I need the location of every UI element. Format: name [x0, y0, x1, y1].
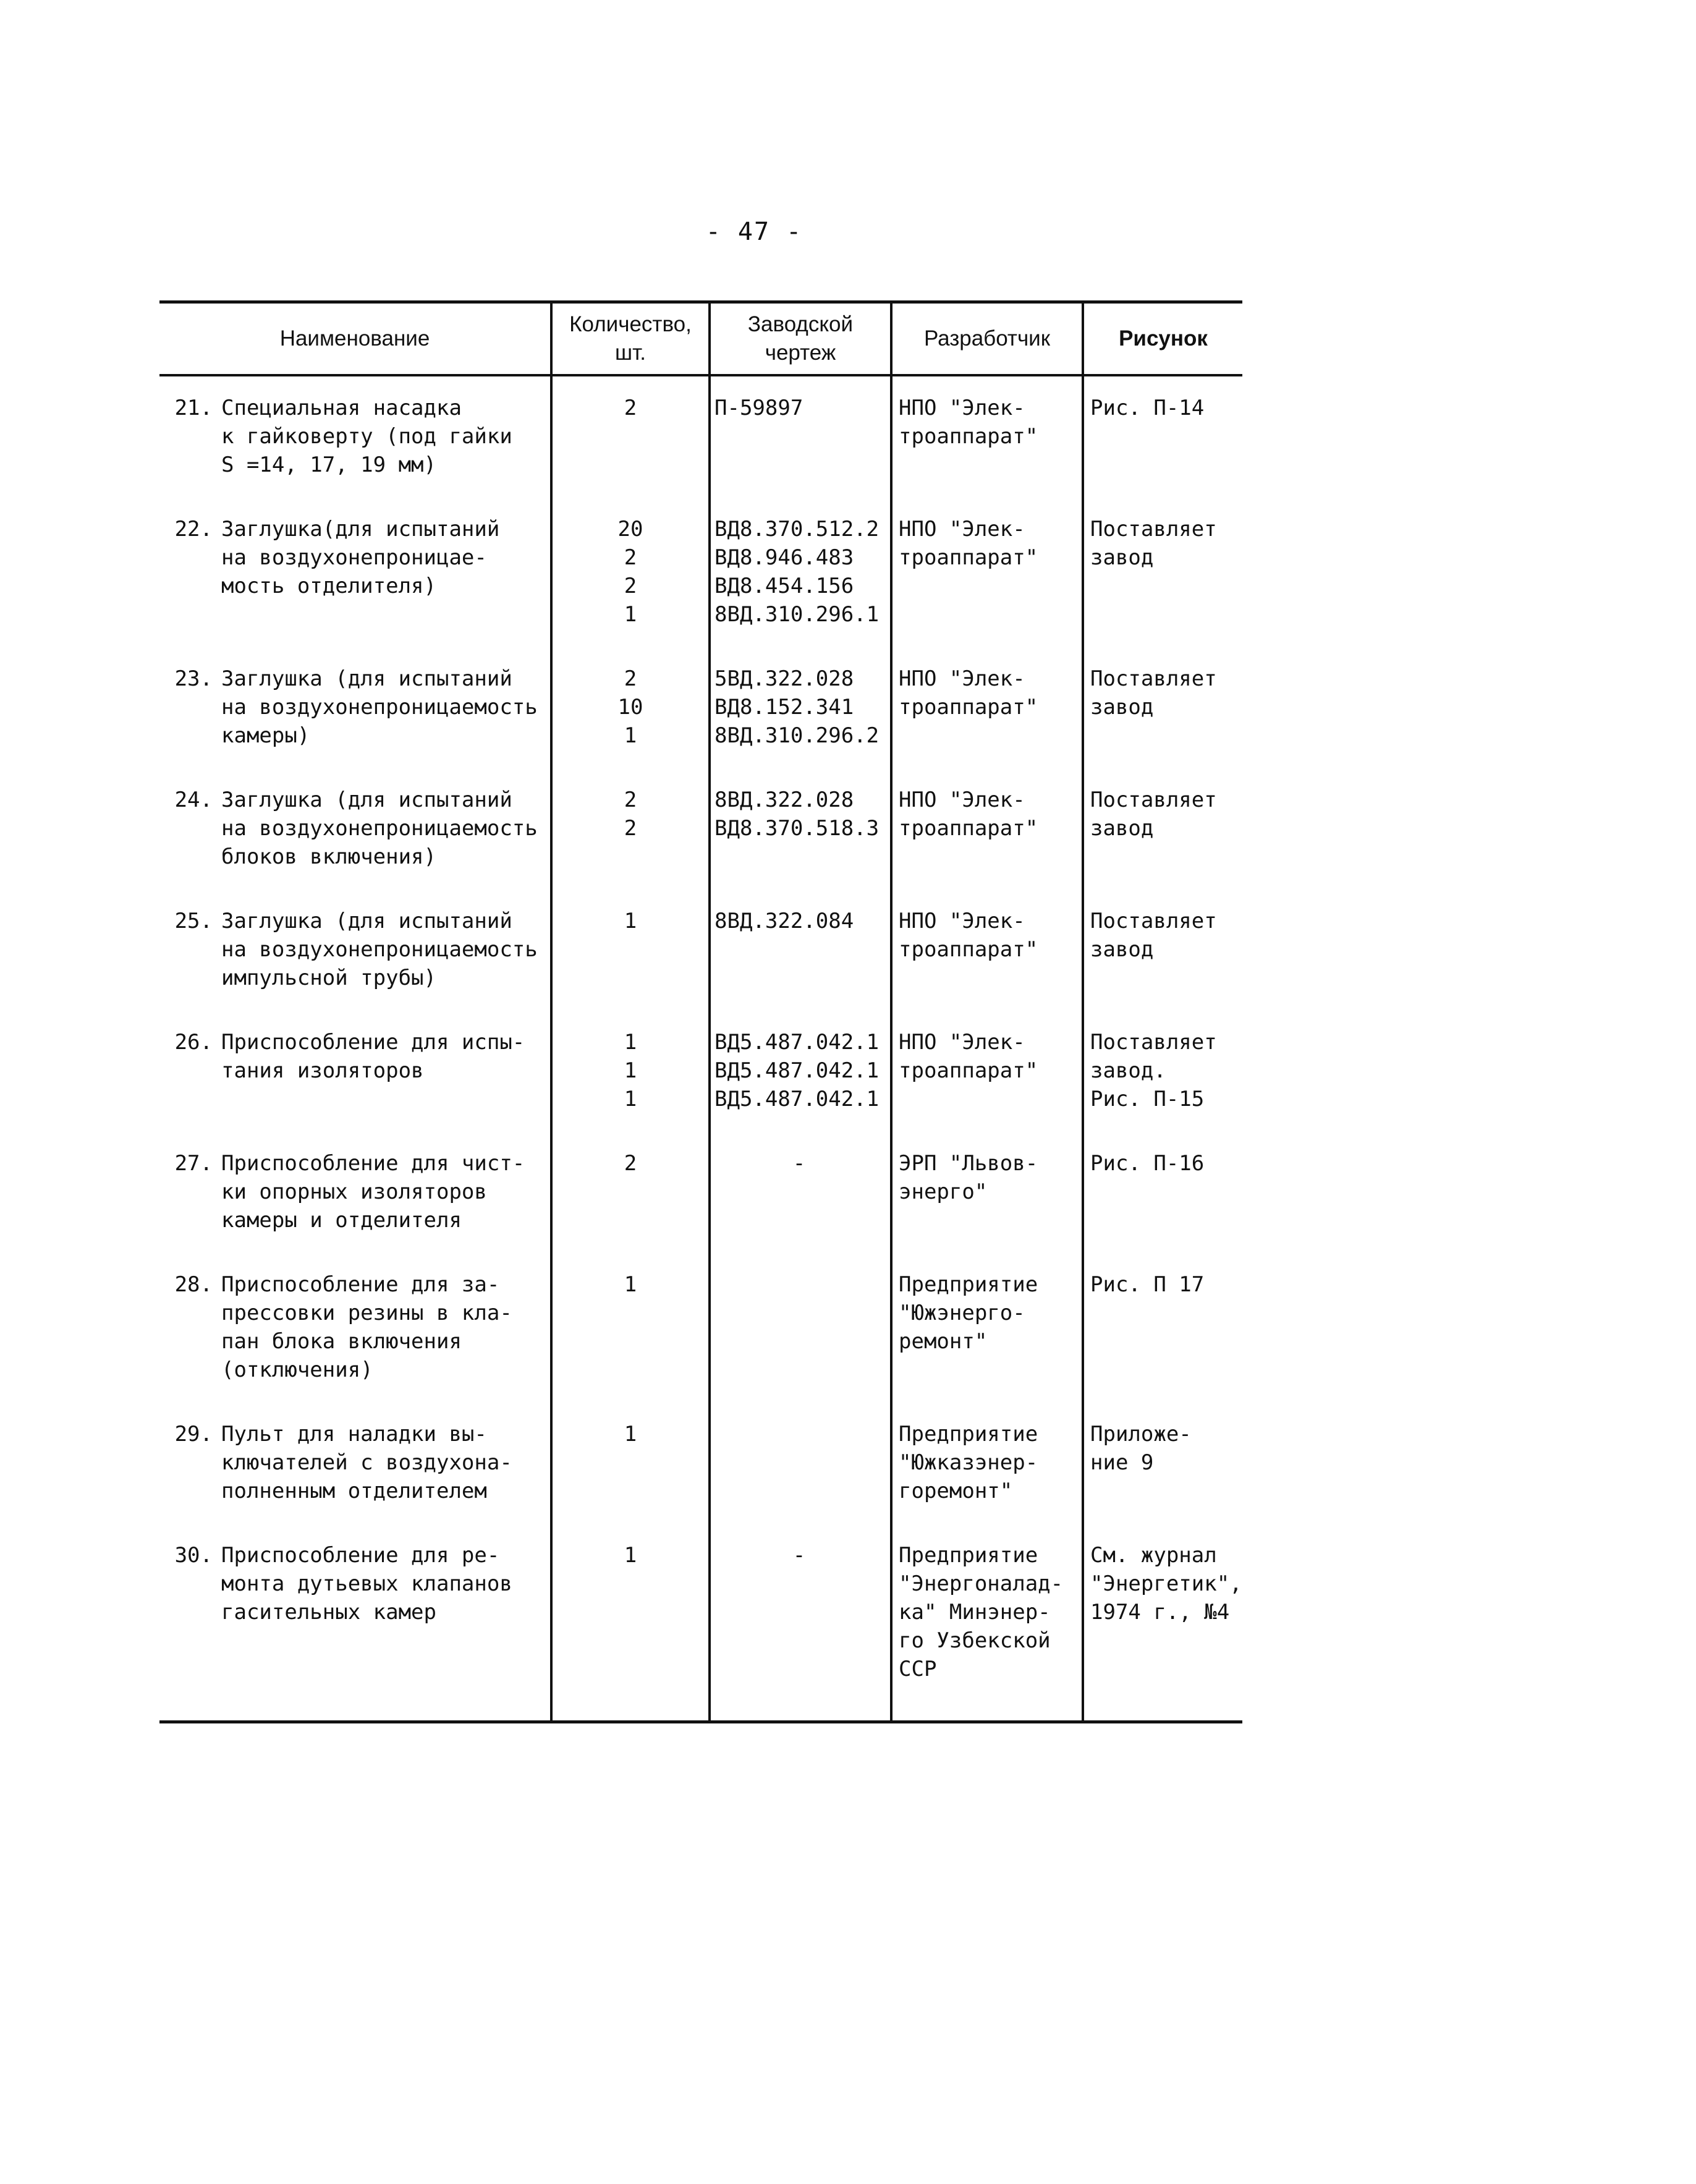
- text-line: го Узбекской: [899, 1628, 1051, 1653]
- text-line: на воздухонепроницаемость: [221, 695, 538, 720]
- cell-quantity: [551, 1524, 710, 1722]
- text-line: на воздухонепроницае-: [221, 545, 487, 570]
- text-line: на воздухонепроницаемость: [221, 816, 538, 841]
- text-line: НПО "Элек-: [899, 788, 1025, 812]
- text-line: ВД8.152.341: [714, 695, 854, 720]
- cell-drawing: [710, 647, 891, 768]
- cell-figure: [1083, 768, 1242, 890]
- table-row: [159, 375, 1242, 498]
- text-line: 2: [624, 396, 637, 420]
- cell-drawing: [710, 1253, 891, 1403]
- text-line: ВД5.487.042.1: [714, 1058, 880, 1083]
- item-name: [221, 515, 544, 600]
- text-line: Рис. П 17: [1090, 1272, 1205, 1297]
- page-number: - 47 -: [705, 218, 803, 246]
- cell-name: [159, 890, 551, 1011]
- text-line: 8ВД.322.084: [714, 909, 854, 933]
- cell-quantity: [551, 498, 710, 647]
- text-line: Поставляет: [1090, 909, 1217, 933]
- text-line: 8ВД.310.296.2: [714, 723, 880, 748]
- cell-name: [159, 1011, 551, 1132]
- text-line: 5ВД.322.028: [714, 666, 854, 691]
- table-row: [159, 890, 1242, 1011]
- cell-figure: [1083, 1011, 1242, 1132]
- item-name: [221, 1541, 544, 1626]
- row-number: 27.: [174, 1151, 213, 1176]
- cell-quantity: [551, 647, 710, 768]
- row-number: 24.: [174, 788, 213, 812]
- text-line: 1: [624, 1030, 637, 1055]
- text-line: НПО "Элек-: [899, 909, 1025, 933]
- text-line: П-59897: [714, 396, 803, 420]
- text-line: Заглушка(для испытаний: [221, 517, 500, 542]
- text-line: Поставляет: [1090, 1030, 1217, 1055]
- text-line: 2: [624, 788, 637, 812]
- cell-developer: [891, 768, 1083, 890]
- text-line: НПО "Элек-: [899, 1030, 1025, 1055]
- text-line: завод: [1090, 545, 1154, 570]
- text-line: энерго": [899, 1179, 988, 1204]
- text-line: Рис. П-16: [1090, 1151, 1205, 1176]
- text-line: троаппарат": [899, 937, 1038, 962]
- cell-drawing: [710, 768, 891, 890]
- cell-drawing: [710, 1524, 891, 1722]
- cell-quantity: [551, 1253, 710, 1403]
- equipment-table: [159, 300, 1242, 1723]
- text-line: мость отделителя): [221, 574, 436, 598]
- cell-figure: [1083, 890, 1242, 1011]
- text-line: завод.: [1090, 1058, 1166, 1083]
- text-line: ВД8.454.156: [714, 574, 854, 598]
- text-line: ВД8.370.512.2: [714, 517, 880, 542]
- row-number: 28.: [174, 1272, 213, 1297]
- cell-figure: [1083, 647, 1242, 768]
- table-body: [159, 375, 1242, 1722]
- text-line: троаппарат": [899, 816, 1038, 841]
- text-line: Поставляет: [1090, 517, 1217, 542]
- cell-quantity: [551, 890, 710, 1011]
- text-line: монта дутьевых клапанов: [221, 1571, 512, 1596]
- item-name: [221, 786, 544, 871]
- cell-figure: [1083, 375, 1242, 498]
- cell-drawing: [710, 375, 891, 498]
- table-row: [159, 1524, 1242, 1722]
- text-line: "Южказэнер-: [899, 1450, 1038, 1475]
- cell-name: [159, 498, 551, 647]
- row-number: 26.: [174, 1030, 213, 1055]
- cell-name: [159, 1403, 551, 1524]
- text-line: Приспособление для ре-: [221, 1543, 500, 1568]
- item-name: [221, 665, 544, 750]
- text-line: 1: [624, 723, 637, 748]
- cell-developer: [891, 375, 1083, 498]
- cell-figure: [1083, 1253, 1242, 1403]
- cell-name: [159, 375, 551, 498]
- header-figure: [1083, 302, 1242, 376]
- row-number: 22.: [174, 517, 213, 542]
- text-line: Поставляет: [1090, 788, 1217, 812]
- text-line: Заводской: [747, 312, 854, 336]
- text-line: Заглушка (для испытаний: [221, 909, 512, 933]
- text-line: блоков включения): [221, 844, 436, 869]
- text-line: троаппарат": [899, 424, 1038, 449]
- text-line: Приложе-: [1090, 1422, 1192, 1447]
- cell-name: [159, 768, 551, 890]
- cell-developer: [891, 1011, 1083, 1132]
- row-number: 25.: [174, 909, 213, 933]
- row-number: 29.: [174, 1422, 213, 1447]
- text-line: -: [792, 1151, 806, 1176]
- table-row: [159, 498, 1242, 647]
- text-line: тания изоляторов: [221, 1058, 424, 1083]
- table-row: [159, 1011, 1242, 1132]
- cell-figure: [1083, 1524, 1242, 1722]
- text-line: импульсной трубы): [221, 966, 436, 990]
- cell-drawing: [710, 1132, 891, 1253]
- text-line: Количество,: [569, 312, 692, 336]
- text-line: НПО "Элек-: [899, 517, 1025, 542]
- table-row: [159, 768, 1242, 890]
- text-line: чертеж: [765, 341, 836, 365]
- text-line: ССР: [899, 1657, 937, 1681]
- text-line: троаппарат": [899, 1058, 1038, 1083]
- item-name: [221, 1149, 544, 1234]
- cell-name: [159, 1132, 551, 1253]
- text-line: НПО "Элек-: [899, 666, 1025, 691]
- text-line: 1: [624, 1272, 637, 1297]
- cell-name: [159, 647, 551, 768]
- text-line: Заглушка (для испытаний: [221, 666, 512, 691]
- text-line: ключателей с воздухона-: [221, 1450, 512, 1475]
- text-line: ВД8.370.518.3: [714, 816, 880, 841]
- item-name: [221, 907, 544, 992]
- text-line: (отключения): [221, 1358, 373, 1382]
- cell-developer: [891, 1403, 1083, 1524]
- text-line: Рисунок: [1119, 326, 1208, 351]
- text-line: ки опорных изоляторов: [221, 1179, 487, 1204]
- text-line: камеры): [221, 723, 310, 748]
- text-line: [714, 1270, 884, 1299]
- text-line: завод: [1090, 937, 1154, 962]
- text-line: S =14, 17, 19 мм): [221, 453, 436, 477]
- cell-developer: [891, 498, 1083, 647]
- text-line: ВД5.487.042.1: [714, 1030, 880, 1055]
- text-line: троаппарат": [899, 545, 1038, 570]
- header-quantity: [551, 302, 710, 376]
- text-line: 10: [617, 695, 643, 720]
- text-line: 2: [624, 545, 637, 570]
- header-drawing: [710, 302, 891, 376]
- row-number: 21.: [174, 396, 213, 420]
- row-number: 23.: [174, 666, 213, 691]
- text-line: 8ВД.310.296.1: [714, 602, 880, 627]
- cell-name: [159, 1253, 551, 1403]
- cell-figure: [1083, 498, 1242, 647]
- table-row: [159, 1403, 1242, 1524]
- text-line: 1: [624, 1422, 637, 1447]
- table-row: [159, 1132, 1242, 1253]
- table-row: [159, 1253, 1242, 1403]
- text-line: "Энергетик",: [1090, 1571, 1242, 1596]
- text-line: ремонт": [899, 1329, 988, 1354]
- text-line: ЭРП "Львов-: [899, 1151, 1038, 1176]
- table-header-row: [159, 302, 1242, 376]
- text-line: -: [792, 1543, 806, 1568]
- header-name: [159, 302, 551, 376]
- text-line: "Энергоналад-: [899, 1571, 1064, 1596]
- text-line: Предприятие: [899, 1543, 1038, 1568]
- cell-developer: [891, 890, 1083, 1011]
- cell-quantity: [551, 1132, 710, 1253]
- text-line: 20: [617, 517, 643, 542]
- text-line: Предприятие: [899, 1272, 1038, 1297]
- item-name: [221, 1028, 544, 1085]
- text-line: 2: [624, 666, 637, 691]
- item-name: [221, 1420, 544, 1505]
- text-line: ВД8.946.483: [714, 545, 854, 570]
- text-line: НПО "Элек-: [899, 396, 1025, 420]
- text-line: пан блока включения: [221, 1329, 462, 1354]
- cell-drawing: [710, 1403, 891, 1524]
- text-line: 1: [624, 602, 637, 627]
- cell-quantity: [551, 1403, 710, 1524]
- item-name: [221, 1270, 544, 1384]
- text-line: Приспособление для чист-: [221, 1151, 525, 1176]
- text-line: Специальная насадка: [221, 396, 462, 420]
- text-line: Пульт для наладки вы-: [221, 1422, 487, 1447]
- table-row: [159, 647, 1242, 768]
- text-line: 1: [624, 1543, 637, 1568]
- item-name: [221, 394, 544, 479]
- text-line: Разработчик: [923, 326, 1051, 351]
- text-line: Поставляет: [1090, 666, 1217, 691]
- cell-quantity: [551, 375, 710, 498]
- cell-developer: [891, 647, 1083, 768]
- cell-developer: [891, 1132, 1083, 1253]
- text-line: на воздухонепроницаемость: [221, 937, 538, 962]
- text-line: камеры и отделителя: [221, 1208, 462, 1233]
- text-line: прессовки резины в кла-: [221, 1301, 512, 1325]
- row-number: 30.: [174, 1543, 213, 1568]
- text-line: ние 9: [1090, 1450, 1154, 1475]
- cell-developer: [891, 1253, 1083, 1403]
- cell-quantity: [551, 768, 710, 890]
- text-line: полненным отделителем: [221, 1479, 487, 1503]
- text-line: горемонт": [899, 1479, 1013, 1503]
- text-line: [714, 1420, 884, 1448]
- text-line: Приспособление для за-: [221, 1272, 500, 1297]
- text-line: См. журнал: [1090, 1543, 1217, 1568]
- text-line: шт.: [615, 341, 646, 365]
- text-line: Заглушка (для испытаний: [221, 788, 512, 812]
- cell-name: [159, 1524, 551, 1722]
- text-line: ка" Минэнер-: [899, 1600, 1051, 1625]
- text-line: 1: [624, 1087, 637, 1111]
- header-developer: [891, 302, 1083, 376]
- text-line: троаппарат": [899, 695, 1038, 720]
- text-line: 1: [624, 909, 637, 933]
- text-line: 1974 г., №4: [1090, 1600, 1230, 1625]
- text-line: Рис. П-15: [1090, 1087, 1205, 1111]
- text-line: 2: [624, 1151, 637, 1176]
- cell-drawing: [710, 1011, 891, 1132]
- cell-developer: [891, 1524, 1083, 1722]
- text-line: Наименование: [279, 326, 430, 351]
- text-line: ВД5.487.042.1: [714, 1087, 880, 1111]
- text-line: 2: [624, 816, 637, 841]
- text-line: Приспособление для испы-: [221, 1030, 525, 1055]
- text-line: к гайковерту (под гайки: [221, 424, 512, 449]
- text-line: 1: [624, 1058, 637, 1083]
- cell-drawing: [710, 498, 891, 647]
- text-line: завод: [1090, 695, 1154, 720]
- cell-figure: [1083, 1132, 1242, 1253]
- text-line: 8ВД.322.028: [714, 788, 854, 812]
- text-line: Рис. П-14: [1090, 396, 1205, 420]
- text-line: завод: [1090, 816, 1154, 841]
- cell-quantity: [551, 1011, 710, 1132]
- text-line: Предприятие: [899, 1422, 1038, 1447]
- text-line: 2: [624, 574, 637, 598]
- text-line: гасительных камер: [221, 1600, 436, 1625]
- cell-figure: [1083, 1403, 1242, 1524]
- cell-drawing: [710, 890, 891, 1011]
- text-line: "Южэнерго-: [899, 1301, 1025, 1325]
